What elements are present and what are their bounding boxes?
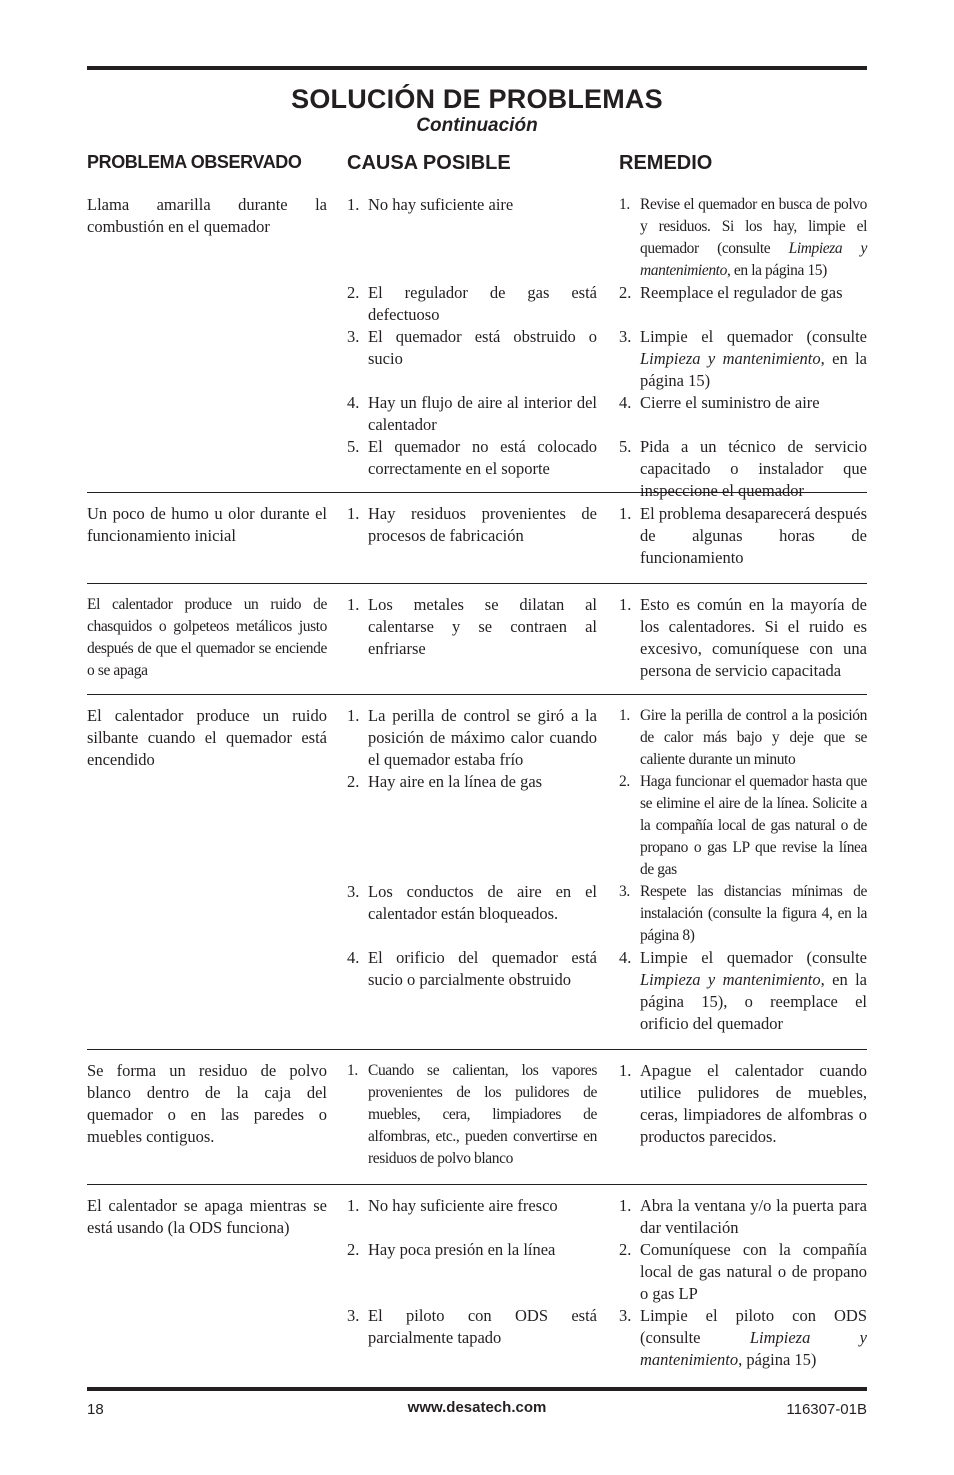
table-row xyxy=(87,695,867,1050)
table-row xyxy=(87,493,867,584)
cause-item: 5. El quemador no está colocado correctamente en el soporte xyxy=(347,437,597,478)
problem-cell: El calentador se apaga mientras se está usando (la ODS funciona) xyxy=(87,1196,327,1237)
remedy-item: 2. Reemplace el regulador de gas xyxy=(619,283,843,302)
problem-cell: Se forma un residuo de polvo blanco dentro de la caja del quemador o en las paredes o muebles contiguos. xyxy=(87,1061,327,1146)
cause-item: 1. Cuando se calientan, los vapores provenientes de los pulidores de muebles, cera, limpiadores de alfombras, etc., pueden convertirse en residuos de polvo blanco xyxy=(347,1062,597,1167)
table-row xyxy=(87,584,867,695)
remedy-item: 3. Limpie el piloto con ODS (consulte Limpieza y mantenimiento, página 15) xyxy=(619,1306,867,1369)
table-row xyxy=(87,182,868,500)
cause-item: 3. El piloto con ODS está parcialmente tapado xyxy=(347,1306,597,1347)
remedy-item: 1. El problema desaparecerá después de algunas horas de funcionamiento xyxy=(619,504,867,567)
remedy-item: 1. Revise el quemador en busca de polvo y residuos. Si los hay, limpie el quemador (consulte Limpieza y mantenimiento, en la página 15) xyxy=(619,196,868,279)
remedy-item: 3. Respete las distancias mínimas de instalación (consulte la figura 4, en la página 8) xyxy=(619,883,867,944)
top-rule xyxy=(87,66,867,70)
problem-cell: Llama amarilla durante la combustión en el quemador xyxy=(87,195,327,236)
cause-item: 2. El regulador de gas está defectuoso xyxy=(347,283,597,324)
remedy-item: 2. Comuníquese con la compañía local de gas natural o de propano o gas LP xyxy=(619,1240,867,1303)
remedy-item: 5. Pida a un técnico de servicio capacitado o instalador que inspeccione el quemador xyxy=(619,437,867,500)
column-header-problema: PROBLEMA OBSERVADO xyxy=(87,152,302,172)
remedy-item: 2. Haga funcionar el quemador hasta que se elimine el aire de la línea. Solicite a la compañía local de gas natural o de propano o gas LP que revise la línea de gas xyxy=(619,773,867,878)
cause-item: 4. Hay un flujo de aire al interior del calentador xyxy=(347,393,597,434)
table-row xyxy=(87,1050,867,1185)
remedy-item: 1. Esto es común en la mayoría de los calentadores. Si el ruido es excesivo, comuníquese con una persona de servicio capacitada xyxy=(619,595,867,680)
cause-item: 1. No hay suficiente aire xyxy=(347,195,514,214)
remedy-item: 1. Apague el calentador cuando utilice pulidores de muebles, ceras, limpiadores de alfombras o productos parecidos. xyxy=(619,1061,867,1146)
cause-item: 4. El orificio del quemador está sucio o parcialmente obstruido xyxy=(347,948,597,989)
remedy-item: 1. Gire la perilla de control a la posición de calor más bajo y deje que se caliente durante un minuto xyxy=(619,707,867,768)
table-row xyxy=(87,1185,867,1375)
cause-item: 1. Hay residuos provenientes de procesos de fabricación xyxy=(347,504,597,545)
cause-item: 2. Hay poca presión en la línea xyxy=(347,1240,556,1259)
cause-item: 1. No hay suficiente aire fresco xyxy=(347,1196,558,1215)
column-header-causa: CAUSA POSIBLE xyxy=(347,152,511,174)
cause-item: 2. Hay aire en la línea de gas xyxy=(347,772,543,791)
website-link[interactable]: www.desatech.com xyxy=(407,1399,547,1416)
document-code: 116307-01B xyxy=(786,1401,867,1418)
cause-item: 3. Los conductos de aire en el calentador están bloqueados. xyxy=(347,882,597,923)
remedy-item: 4. Cierre el suministro de aire xyxy=(619,393,820,412)
problem-cell: Un poco de humo u olor durante el funcionamiento inicial xyxy=(87,504,327,545)
page-content xyxy=(87,66,867,1375)
page-subtitle: Continuación xyxy=(416,115,538,136)
cause-item: 3. El quemador está obstruido o sucio xyxy=(347,327,597,368)
cause-item: 1. La perilla de control se giró a la posición de máximo calor cuando el quemador estaba frío xyxy=(347,706,597,769)
page-footer xyxy=(87,1387,867,1421)
bottom-rule xyxy=(87,1387,867,1391)
remedy-item: 1. Abra la ventana y/o la puerta para dar ventilación xyxy=(619,1196,867,1237)
cause-item: 1. Los metales se dilatan al calentarse y se contraen al enfriarse xyxy=(347,595,597,658)
problem-cell: El calentador produce un ruido silbante cuando el quemador está encendido xyxy=(87,706,327,769)
problem-cell: El calentador produce un ruido de chasquidos o golpeteos metálicos justo después de que el quemador se enciende o se apaga xyxy=(87,596,327,679)
remedy-item: 3. Limpie el quemador (consulte Limpieza y mantenimiento, en la página 15) xyxy=(619,327,867,390)
page-number: 18 xyxy=(87,1401,104,1418)
column-header-remedio: REMEDIO xyxy=(619,152,713,174)
table-header xyxy=(87,148,867,182)
remedy-item: 4. Limpie el quemador (consulte Limpieza y mantenimiento, en la página 15), o reemplace el orificio del quemador xyxy=(619,948,867,1033)
page-title: SOLUCIÓN DE PROBLEMAS xyxy=(291,84,663,114)
